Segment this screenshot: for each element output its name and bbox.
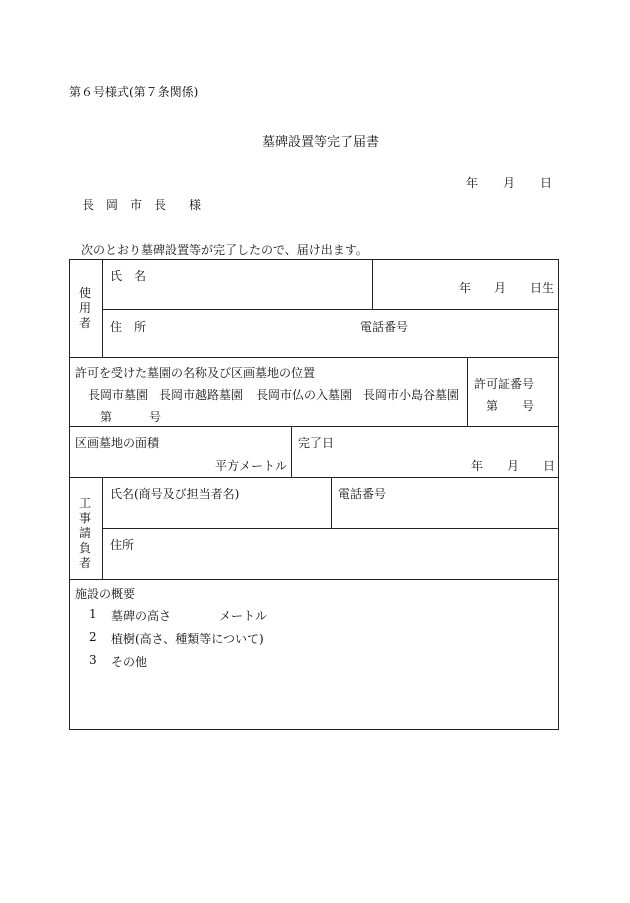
user-name-label: 氏 名 <box>110 269 147 283</box>
user-birth-year: 年 <box>459 281 472 295</box>
rule-cemetery-bottom <box>69 426 559 427</box>
completion-day: 日 <box>543 459 556 473</box>
rule-contractor-bottom <box>69 579 559 580</box>
rule-contractor-phone-divider <box>331 477 332 528</box>
facility-item-2-number: 2 <box>89 630 97 644</box>
page-title: 墓碑設置等完了届書 <box>262 135 380 150</box>
date-day: 日 <box>540 176 553 190</box>
cemetery-option-2: 長岡市越路墓園 <box>159 388 244 402</box>
user-section-label: 使用者 <box>78 286 91 330</box>
permit-label: 許可証番号 <box>474 377 535 391</box>
rule-user-bottom <box>69 357 559 358</box>
user-birth-day: 日生 <box>530 281 555 295</box>
area-unit: 平方メートル <box>215 459 288 473</box>
cemetery-option-4: 長岡市小島谷墓園 <box>363 388 460 402</box>
cemetery-number-suffix: 号 <box>149 410 162 424</box>
facility-item-3-text: その他 <box>111 655 148 669</box>
addressee-name: 長 岡 市 長 <box>82 198 167 212</box>
date-year: 年 <box>466 176 479 190</box>
cemetery-option-1: 長岡市墓園 <box>88 388 149 402</box>
facility-item-1-unit: メートル <box>219 609 268 623</box>
rule-area-bottom <box>69 477 559 478</box>
cemetery-heading: 許可を受けた墓園の名称及び区画墓地の位置 <box>75 366 316 380</box>
rule-contractor-name-bottom <box>102 528 559 529</box>
facility-item-2-text: 植樹(高さ、種類等について) <box>111 632 264 646</box>
contractor-name-label: 氏名(商号及び担当者名) <box>110 487 240 501</box>
area-label: 区画墓地の面積 <box>75 436 160 450</box>
facility-item-1-text: 墓碑の高さ <box>111 609 172 623</box>
rule-permit-divider <box>467 357 468 426</box>
intro-text: 次のとおり墓碑設置等が完了したので、届け出ます。 <box>81 243 368 257</box>
user-address-label: 住 所 <box>110 320 147 334</box>
completion-label: 完了日 <box>298 436 335 450</box>
facility-heading: 施設の概要 <box>75 587 136 601</box>
completion-year: 年 <box>471 459 484 473</box>
user-birth-month: 月 <box>494 281 507 295</box>
contractor-address-label: 住所 <box>110 538 135 552</box>
completion-month: 月 <box>507 459 520 473</box>
contractor-section-label: 工事請負者 <box>78 496 91 570</box>
cemetery-number-prefix: 第 <box>100 410 113 424</box>
rule-user-label-divider <box>102 259 103 357</box>
facility-item-1-number: 1 <box>89 607 97 621</box>
facility-item-3-number: 3 <box>89 653 97 667</box>
rule-user-name-divider <box>372 259 373 309</box>
rule-area-divider <box>291 426 292 477</box>
permit-suffix: 号 <box>522 399 535 413</box>
user-phone-label: 電話番号 <box>360 320 409 334</box>
rule-contractor-label-divider <box>102 477 103 579</box>
date-month: 月 <box>503 176 516 190</box>
cemetery-option-3: 長岡市仏の入墓園 <box>256 388 353 402</box>
rule-user-birth-bottom <box>372 309 559 310</box>
permit-prefix: 第 <box>486 399 499 413</box>
form-number: 第６号様式(第７条関係) <box>69 85 199 99</box>
addressee-honorific: 様 <box>189 198 202 212</box>
contractor-phone-label: 電話番号 <box>338 487 387 501</box>
rule-user-name-bottom <box>102 309 372 310</box>
